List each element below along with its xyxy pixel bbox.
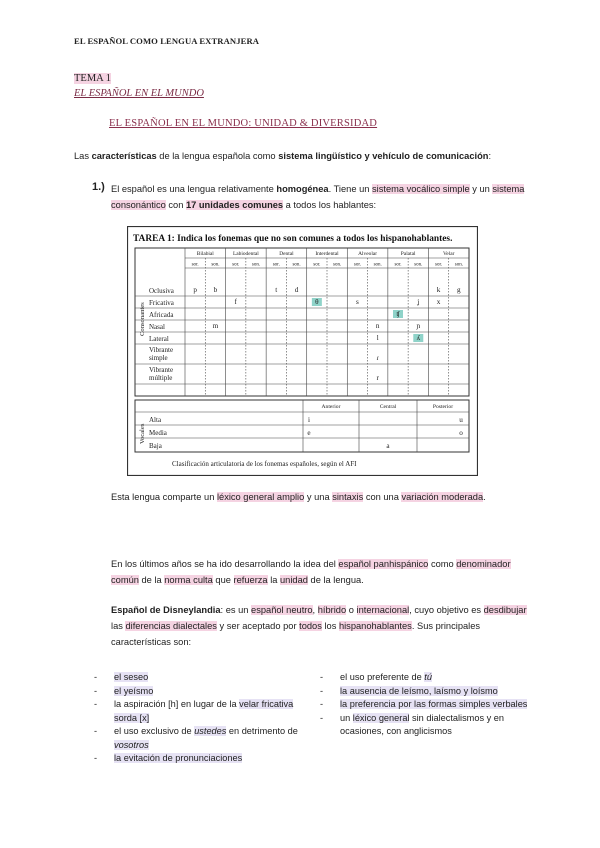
characteristics-list-right bbox=[320, 671, 530, 739]
phoneme-cell: ʝ bbox=[417, 298, 420, 306]
voicing-header: son. bbox=[251, 262, 261, 268]
phoneme-cell: ʧ bbox=[396, 310, 400, 318]
vowel-cell: o bbox=[459, 429, 463, 437]
voicing-header: sor. bbox=[272, 262, 280, 268]
voicing-header: sor. bbox=[313, 262, 321, 268]
phoneme-cell: g bbox=[457, 286, 461, 294]
voicing-header: sor. bbox=[353, 262, 361, 268]
phoneme-cell: ɾ bbox=[376, 354, 379, 362]
list-item: - el uso preferente de tú bbox=[320, 672, 432, 682]
place-header: Dental bbox=[279, 251, 294, 257]
vowel-header: Central bbox=[379, 404, 397, 410]
voicing-header: son. bbox=[292, 262, 301, 268]
manner-label: Africada bbox=[149, 311, 174, 319]
phoneme-cell: b bbox=[213, 286, 218, 294]
vowel-header: Posterior bbox=[432, 404, 454, 410]
manner-label: simple bbox=[149, 354, 168, 362]
vowel-row-label: Media bbox=[149, 429, 167, 437]
side-label-consonants: Consonantes bbox=[139, 302, 146, 336]
phoneme-table-figure bbox=[127, 226, 478, 476]
voicing-header: son. bbox=[211, 262, 220, 268]
list-item: - la ausencia de leísmo, laísmo y loísmo bbox=[320, 685, 498, 696]
voicing-header: son. bbox=[333, 262, 342, 268]
document-header: EL ESPAÑOL COMO LENGUA EXTRANJERA bbox=[74, 36, 260, 46]
place-header: Velar bbox=[443, 251, 455, 257]
voicing-header: son. bbox=[454, 262, 463, 268]
paragraph-disneylandia: Español de Disneylandia: es un español neutro, híbrido o internacional, cuyo objetivo es desdibujar las diferencias dialectales y ser aceptado por todos los hispanohablantes. Sus principales características son: bbox=[111, 605, 527, 647]
phoneme-cell: n bbox=[375, 322, 380, 330]
intro-paragraph: Las características de la lengua española como sistema lingüístico y vehículo de comunicación: bbox=[74, 151, 492, 161]
manner-label: Lateral bbox=[149, 335, 169, 343]
voicing-header: sor. bbox=[435, 262, 443, 268]
vowel-cell: u bbox=[459, 416, 463, 424]
voicing-header: son. bbox=[414, 262, 423, 268]
phoneme-cell: f bbox=[234, 298, 237, 306]
phoneme-cell: x bbox=[436, 298, 441, 306]
vowel-cell: e bbox=[307, 429, 311, 437]
table-caption: Clasificación articulatoria de los fonemas españoles, según el AFI bbox=[172, 460, 357, 468]
voicing-header: sor. bbox=[232, 262, 240, 268]
section-title: EL ESPAÑOL EN EL MUNDO: UNIDAD & DIVERSIDAD bbox=[109, 118, 378, 129]
manner-label: Vibrante bbox=[149, 366, 174, 374]
manner-label: Fricativa bbox=[149, 299, 174, 307]
vowel-row-label: Alta bbox=[149, 416, 162, 424]
list-item: - la preferencia por las formas simples verbales bbox=[320, 699, 528, 709]
phoneme-cell: ɲ bbox=[416, 322, 421, 330]
list-item: - la aspiración [h] en lugar de la velar fricativa sorda [x] bbox=[94, 699, 294, 723]
phoneme-cell: t bbox=[275, 286, 278, 294]
list-item: - el yeísmo bbox=[94, 685, 154, 696]
phoneme-cell: θ bbox=[315, 298, 319, 306]
table-title: TAREA 1: Indica los fonemas que no son comunes a todos los hispanohablantes. bbox=[133, 234, 453, 244]
voicing-header: sor. bbox=[394, 262, 402, 268]
list-item: - el uso exclusivo de ustedes en detrimento de vosotros bbox=[94, 726, 298, 750]
paragraph-lexico: Esta lengua comparte un léxico general amplio y una sintaxis con una variación moderada. bbox=[111, 492, 486, 502]
characteristics-list-left bbox=[94, 671, 304, 766]
voicing-header: son. bbox=[373, 262, 382, 268]
paragraph-panhispanico: En los últimos años se ha ido desarrollando la idea del español panhispánico como denominador común de la norma culta que refuerza la unidad de la lengua. bbox=[111, 559, 511, 585]
phoneme-cell: r bbox=[376, 374, 379, 382]
place-header: Labiodental bbox=[232, 251, 259, 257]
place-header: Interdental bbox=[315, 251, 339, 257]
phoneme-cell: k bbox=[436, 286, 441, 294]
vowel-cell: i bbox=[308, 416, 310, 424]
manner-label: Oclusiva bbox=[149, 287, 174, 295]
vowel-cell: a bbox=[386, 442, 390, 450]
phoneme-table-svg bbox=[127, 226, 478, 476]
manner-label: múltiple bbox=[149, 374, 173, 382]
tema-subtitle: EL ESPAÑOL EN EL MUNDO bbox=[74, 88, 204, 99]
manner-label: Nasal bbox=[149, 323, 165, 331]
place-header: Bilabial bbox=[196, 251, 214, 257]
side-label-vowels: Vocales bbox=[139, 423, 146, 444]
tema-label: TEMA 1 bbox=[74, 73, 112, 84]
list-item: - la evitación de pronunciaciones bbox=[94, 753, 243, 763]
vowel-header: Anterior bbox=[321, 404, 341, 410]
phoneme-cell: s bbox=[356, 298, 359, 306]
list-item: - un léxico general sin dialectalismos y en ocasiones, con anglicismos bbox=[320, 712, 504, 736]
place-header: Palatal bbox=[400, 251, 416, 257]
phoneme-cell: m bbox=[212, 322, 219, 330]
point-1-paragraph: El español es una lengua relativamente homogénea. Tiene un sistema vocálico simple y un sistema consonántico con 17 unidades comunes a todos los hablantes: bbox=[111, 184, 525, 210]
vowel-row-label: Baja bbox=[149, 442, 162, 450]
manner-label: Vibrante bbox=[149, 346, 174, 354]
voicing-header: sor. bbox=[191, 262, 199, 268]
phoneme-cell: l bbox=[376, 334, 379, 342]
phoneme-cell: ʎ bbox=[416, 334, 421, 342]
phoneme-cell: p bbox=[193, 286, 197, 294]
list-item: - el seseo bbox=[94, 672, 149, 682]
point-number: 1.) bbox=[92, 181, 105, 193]
phoneme-cell: d bbox=[294, 286, 299, 294]
place-header: Alveolar bbox=[358, 251, 378, 257]
